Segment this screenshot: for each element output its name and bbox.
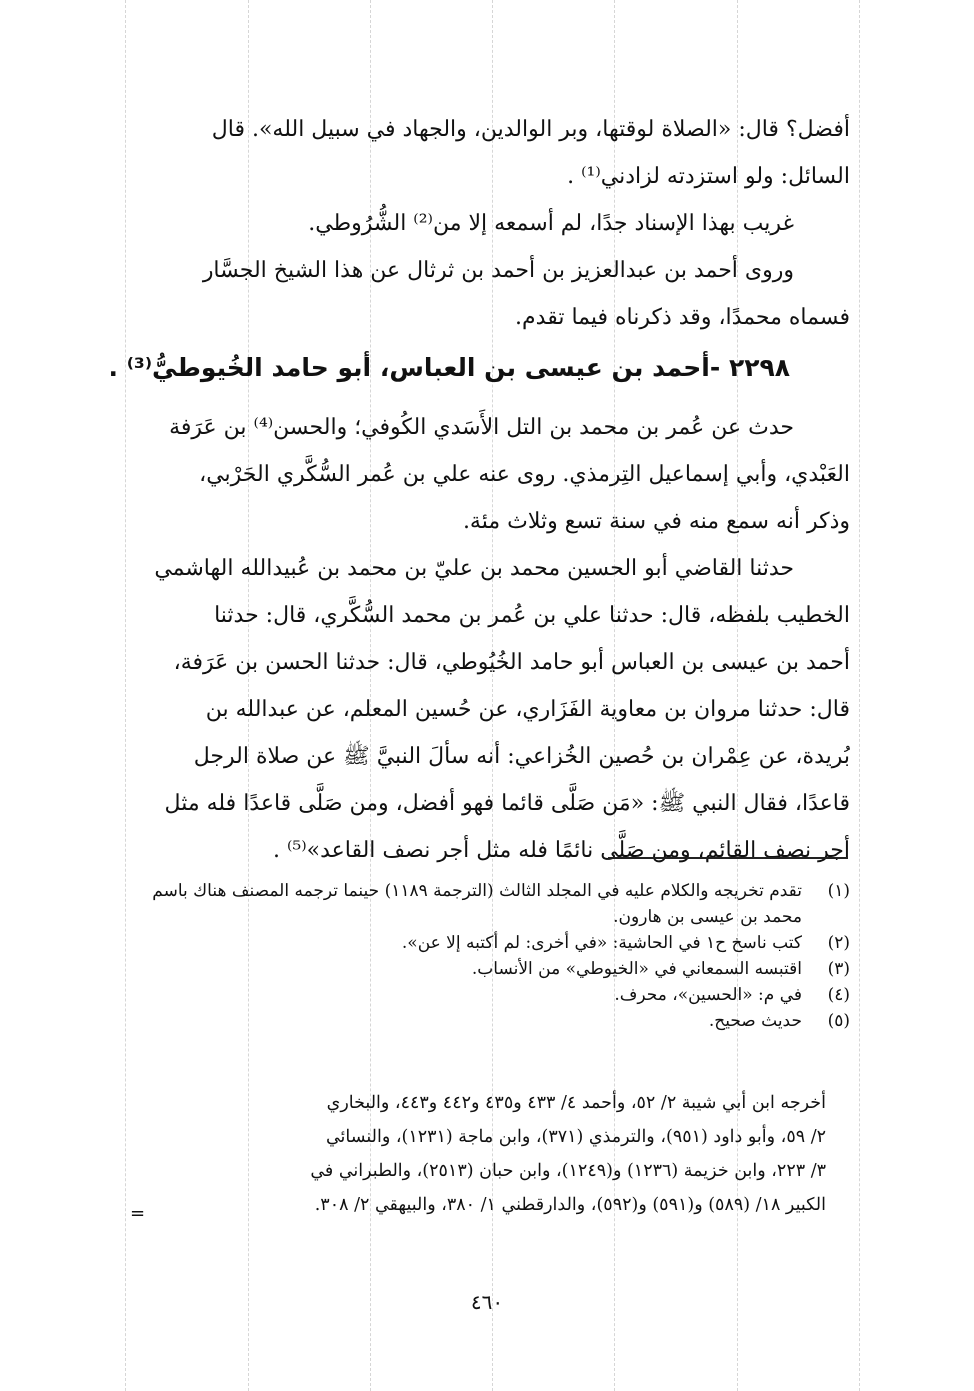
footnote-number: (٢) bbox=[827, 933, 850, 953]
opening-text bbox=[134, 106, 850, 341]
footnote-text: كتب ناسخ ح١ في الحاشية: «في أخرى: لم أكتبه إلا عن». bbox=[401, 933, 802, 953]
footnote-item bbox=[130, 878, 850, 930]
footnote-detail-line: الكبير ١٨/ (٥٨٩) و(٥٩١) و(٥٩٢)، والدارقطني ١/ ٣٨٠، والبيهقي ٢/ ٣٠٨. bbox=[314, 1195, 826, 1215]
footnote-detail bbox=[130, 1086, 826, 1222]
footnote-detail-line: أخرجه ابن أبي شيبة ٢/ ٥٢، وأحمد ٤/ ٤٣٣ و٤٣٥ و٤٤٢ و٤٤٣، والبخاري bbox=[326, 1093, 826, 1113]
scan-guide-line bbox=[859, 0, 860, 1391]
text-line: فسماه محمدًا، وقد ذكرناه فيما تقدم. bbox=[515, 305, 850, 330]
footnote-number: (٤) bbox=[827, 985, 850, 1005]
continuation-mark: = bbox=[130, 1203, 146, 1224]
text-line: وروى أحمد بن عبدالعزيز بن أحمد بن ثرثال عن هذا الشيخ الجسَّار bbox=[202, 258, 794, 283]
footnote-item bbox=[130, 982, 850, 1008]
footnote-item bbox=[130, 956, 850, 982]
entry-text bbox=[134, 404, 850, 874]
footnotes bbox=[130, 878, 850, 1034]
footnote-detail-line: ٣/ ٢٢٣، وابن خزيمة (١٢٣٦) و(١٢٤٩)، وابن حبان (٢٥١٣)، والطبراني في bbox=[310, 1161, 826, 1181]
text-line: العَبْدي، وأبي إسماعيل التِرمذي. روى عنه علي بن عُمر السُّكَّري الحَرْبي، bbox=[199, 462, 850, 487]
text-line: الخطيب بلفظه، قال: حدثنا علي بن عُمر بن محمد السُّكَّري، قال: حدثنا bbox=[214, 603, 850, 628]
text-line: حدث عن عُمر بن محمد بن التل الأَسَدي الكُوفي؛ والحسن⁽⁴⁾ بن عَرَفة bbox=[169, 415, 794, 440]
footnote-number: (٣) bbox=[827, 959, 850, 979]
text-line: بُريدة، عن عِمْران بن حُصين الخُزاعي: أنه سألَ النبيَّ ﷺ عن صلاة الرجل bbox=[193, 744, 850, 769]
text-line: السائل: ولو استزدته لزادني⁽¹⁾ . bbox=[567, 164, 850, 189]
text-line: حدثنا القاضي أبو الحسين محمد بن عليّ بن محمد بن عُبيدالله الهاشمي bbox=[154, 556, 794, 581]
footnote-divider bbox=[608, 857, 848, 859]
text-line: أحمد بن عيسى بن العباس أبو حامد الخُيُوطي، قال: حدثنا الحسن بن عَرَفة، bbox=[173, 650, 850, 675]
footnote-text: حديث صحيح. bbox=[708, 1011, 802, 1031]
text-line: قال: حدثنا مروان بن معاوية الفَزَاري، عن حُسين المعلم، عن عبدالله بن bbox=[205, 697, 850, 722]
scan-guide-line bbox=[125, 0, 126, 1391]
text-line: أجر نصف القائم، ومن صَلَّى نائمًا فله مثل أجر نصف القاعد»⁽⁵⁾ . bbox=[272, 838, 850, 863]
text-line: وذكر أنه سمع منه في سنة تسع وثلاث مئة. bbox=[462, 509, 850, 534]
text-line: أفضل؟ قال: «الصلاة لوقتها، وبر الوالدين، والجهاد في سبيل الله». قال bbox=[211, 117, 850, 142]
footnote-text: تقدم تخريجه والكلام عليه في المجلد الثالث (الترجمة ١١٨٩) حينما ترجمه المصنف هناك باسم محمد بن عيسى بن هارون. bbox=[152, 881, 802, 927]
footnote-detail-line: ٢/ ٥٩، وأبو داود (٩٥١)، والترمذي (٣٧١)، وابن ماجة (١٢٣١)، والنسائي bbox=[325, 1127, 826, 1147]
footnote-text: اقتبسه السمعاني في «الخيوطي» من الأنساب. bbox=[471, 959, 802, 979]
footnote-number: (٥) bbox=[827, 1011, 850, 1031]
footnote-item bbox=[130, 930, 850, 956]
page-number: ٤٦٠ bbox=[470, 1290, 504, 1314]
footnote-text: في م: «الحسين»، محرف. bbox=[614, 985, 802, 1005]
footnote-item bbox=[130, 1008, 850, 1034]
text-line: غريب بهذا الإسناد جدًا، لم أسمعه إلا من⁽²⁾ الشُّرُوطي. bbox=[308, 211, 794, 236]
entry-heading: ٢٢٩٨ -أحمد بن عيسى بن العباس، أبو حامد الخُيوطيُّ⁽³⁾ . bbox=[108, 353, 790, 382]
text-line: قاعدًا، فقال النبي ﷺ: «مَن صَلَّى قائما فهو أفضل، ومن صَلَّى قاعدًا فله مثل bbox=[164, 791, 850, 816]
footnote-number: (١) bbox=[827, 881, 850, 901]
